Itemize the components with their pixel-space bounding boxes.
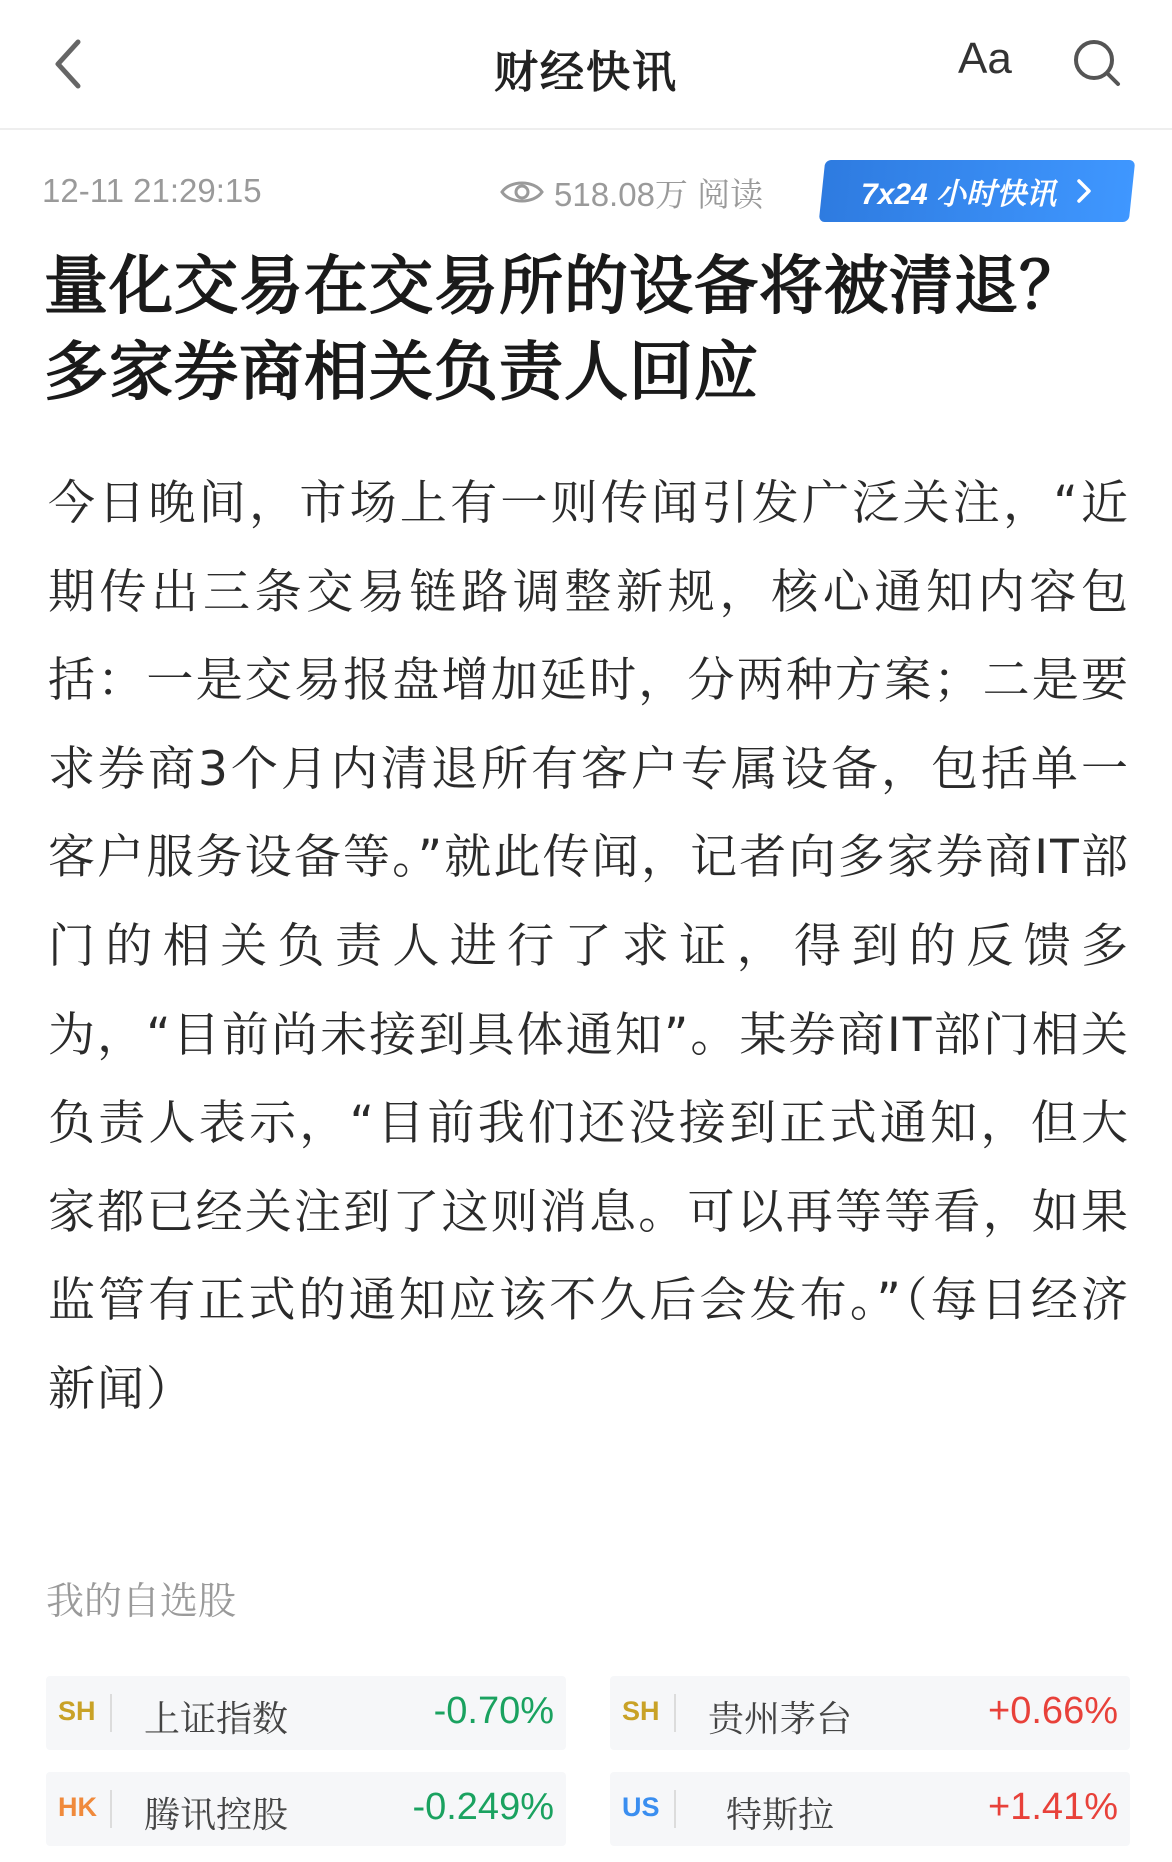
watchlist-title: 我的自选股 — [46, 1579, 237, 1623]
stock-change: +0.66% — [988, 1690, 1118, 1732]
stock-change: -0.70% — [433, 1690, 554, 1732]
live-news-tag-label: 7x24 小时快讯 — [861, 178, 1057, 211]
stock-name: 上证指数 — [143, 1699, 288, 1740]
stock-card[interactable] — [46, 1772, 566, 1846]
stock-change: +1.41% — [988, 1786, 1118, 1828]
market-badge: SH — [622, 1696, 660, 1726]
font-size-button[interactable]: Aa — [958, 34, 1012, 83]
eye-icon — [500, 177, 544, 207]
live-news-tag-button[interactable] — [819, 160, 1136, 222]
article-headline: 量化交易在交易所的设备将被清退？多家券商相关负责人回应 — [44, 250, 1084, 410]
stock-name: 特斯拉 — [725, 1795, 834, 1836]
article-body: 今日晚间，市场上有一则传闻引发广泛关注，“近期传出三条交易链路调整新规，核心通知内容包括：一是交易报盘增加延时，分两种方案；二是要求券商3个月内清退所有客户专属设备，包括单一客户服务设备等。”就此传闻，记者向多家券商IT部门的相关负责人进行了求证，得到的反馈多为，“目前尚未接到具体通知”。某券商IT部门相关负责人表示，“目前我们还没接到正式通知，但大家都已经关注到了这则消息。可以再等等看，如果监管有正式的通知应该不久后会发布。”（每日经济新闻） — [48, 476, 1130, 1417]
stock-name: 贵州茅台 — [707, 1699, 852, 1740]
divider — [110, 1694, 112, 1732]
stock-change: -0.249% — [412, 1786, 554, 1828]
divider — [110, 1790, 112, 1828]
market-badge: SH — [58, 1696, 96, 1726]
stock-card[interactable] — [46, 1676, 566, 1750]
stock-name: 腾讯控股 — [143, 1795, 288, 1836]
market-badge: US — [622, 1792, 660, 1822]
divider — [674, 1790, 676, 1828]
page-title: 财经快讯 — [494, 47, 678, 98]
market-badge: HK — [58, 1792, 97, 1822]
top-nav-bar — [0, 0, 1172, 130]
publish-time: 12-11 21:29:15 — [42, 172, 262, 209]
search-icon — [1070, 36, 1126, 92]
stock-card[interactable] — [610, 1772, 1130, 1846]
search-button[interactable] — [1070, 36, 1126, 92]
view-count-label: 518.08万 阅读 — [554, 175, 764, 213]
view-count — [500, 170, 763, 214]
chevron-right-icon — [1077, 178, 1093, 204]
divider — [674, 1694, 676, 1732]
stock-card[interactable] — [610, 1676, 1130, 1750]
